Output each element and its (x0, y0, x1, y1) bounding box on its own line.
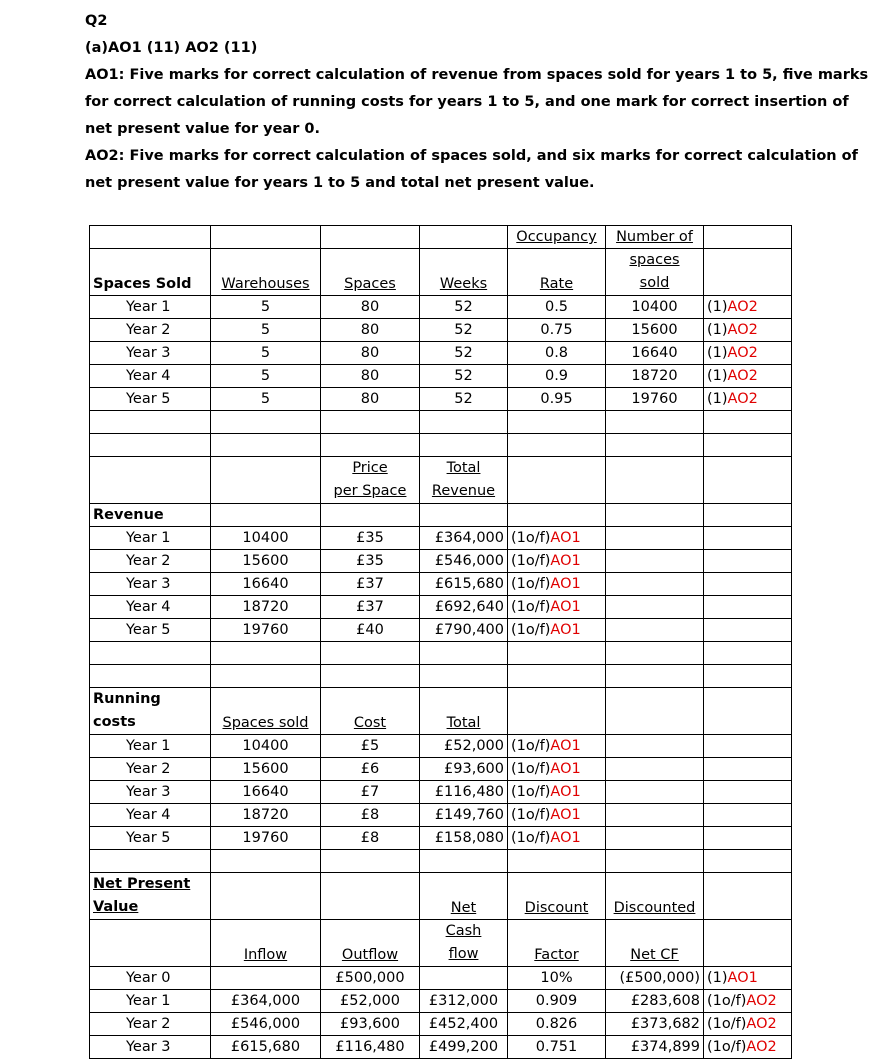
occupancy-header: Occupancy (508, 226, 606, 249)
npv-header-row-1 (90, 873, 792, 920)
discounted-cf-value: £374,899 (606, 1036, 704, 1059)
total-cost-value: £158,080 (420, 827, 508, 850)
rate-value: 0.95 (508, 388, 606, 411)
year-label: Year 1 (90, 735, 211, 758)
spaces-header: Spaces (321, 249, 420, 296)
total-cost-value: £52,000 (420, 735, 508, 758)
year-label: Year 1 (90, 990, 211, 1013)
year-label: Year 4 (90, 365, 211, 388)
spaces-header-row-1 (90, 226, 792, 249)
sold-value: 15600 (606, 319, 704, 342)
revenue-row (90, 527, 792, 550)
sold-value: 10400 (211, 527, 321, 550)
warehouses-header: Warehouses (211, 249, 321, 296)
weeks-value: 52 (420, 365, 508, 388)
sold-value: 18720 (211, 596, 321, 619)
inflow-value: £615,680 (211, 1036, 321, 1059)
running-row (90, 827, 792, 850)
price-header: Price per Space (321, 457, 420, 504)
npv-row (90, 990, 792, 1013)
discount-header: Discount (508, 873, 606, 920)
price-value: £40 (321, 619, 420, 642)
marks-allocation: (a)AO1 (11) AO2 (11) (85, 40, 258, 56)
inflow-value (211, 967, 321, 990)
inflow-value: £364,000 (211, 990, 321, 1013)
mark-annotation: (1o/f)AO1 (508, 804, 606, 827)
year-label: Year 2 (90, 319, 211, 342)
mark-scheme-table (89, 225, 792, 1059)
cost-value: £7 (321, 781, 420, 804)
spaces-row (90, 342, 792, 365)
spaces-header-row-2 (90, 249, 792, 296)
price-value: £35 (321, 550, 420, 573)
year-label: Year 1 (90, 527, 211, 550)
warehouses-value: 5 (211, 319, 321, 342)
mark-annotation: (1o/f)AO1 (508, 573, 606, 596)
mark-annotation: (1)AO2 (704, 319, 792, 342)
weeks-value: 52 (420, 319, 508, 342)
ao2-description: AO2: Five marks for correct calculation of spaces sold, and six marks for correct calculation of net present value for years 1 to 5 and total net present value. (85, 148, 858, 191)
discount-factor-value: 10% (508, 967, 606, 990)
weeks-value: 52 (420, 388, 508, 411)
ao1-description: AO1: Five marks for correct calculation of revenue from spaces sold for years 1 to 5, five marks for correct calculation of running costs for years 1 to 5, and one mark for correct insertion of net present value for year 0. (85, 67, 869, 137)
year-label: Year 5 (90, 619, 211, 642)
sold-value: 16640 (606, 342, 704, 365)
discounted-header: Discounted (606, 873, 704, 920)
sold-value: 10400 (606, 296, 704, 319)
price-value: £37 (321, 596, 420, 619)
total-revenue-value: £692,640 (420, 596, 508, 619)
revenue-title-row (90, 504, 792, 527)
cost-value: £8 (321, 827, 420, 850)
mark-annotation: (1o/f)AO2 (704, 990, 792, 1013)
net-cash-flow-value: £452,400 (420, 1013, 508, 1036)
question-header (85, 8, 875, 197)
npv-row (90, 967, 792, 990)
price-value: £37 (321, 573, 420, 596)
sold-value: 19760 (606, 388, 704, 411)
net-cash-flow-value (420, 967, 508, 990)
outflow-value: £500,000 (321, 967, 420, 990)
year-label: Year 2 (90, 758, 211, 781)
sold-value: 15600 (211, 758, 321, 781)
outflow-value: £93,600 (321, 1013, 420, 1036)
cost-value: £5 (321, 735, 420, 758)
rate-value: 0.9 (508, 365, 606, 388)
sold-value: 10400 (211, 735, 321, 758)
sold-value: 16640 (211, 781, 321, 804)
warehouses-value: 5 (211, 296, 321, 319)
total-revenue-header: Total Revenue (420, 457, 508, 504)
mark-annotation: (1)AO2 (704, 342, 792, 365)
revenue-row (90, 596, 792, 619)
mark-annotation: (1)AO2 (704, 296, 792, 319)
total-revenue-value: £364,000 (420, 527, 508, 550)
year-label: Year 5 (90, 388, 211, 411)
revenue-row (90, 550, 792, 573)
npv-section-title: Net Present Value (90, 873, 211, 920)
spaces-row (90, 388, 792, 411)
mark-annotation: (1)AO1 (704, 967, 792, 990)
mark-annotation: (1o/f)AO1 (508, 735, 606, 758)
net-cash-flow-value: £312,000 (420, 990, 508, 1013)
warehouses-value: 5 (211, 388, 321, 411)
total-revenue-value: £790,400 (420, 619, 508, 642)
year-label: Year 3 (90, 781, 211, 804)
total-cost-value: £93,600 (420, 758, 508, 781)
npv-row (90, 1036, 792, 1059)
running-row (90, 781, 792, 804)
rate-value: 0.5 (508, 296, 606, 319)
year-label: Year 3 (90, 573, 211, 596)
sold-value: 16640 (211, 573, 321, 596)
year-label: Year 4 (90, 804, 211, 827)
warehouses-value: 5 (211, 365, 321, 388)
spaces-sold-section-title: Spaces Sold (90, 249, 211, 296)
spaces-value: 80 (321, 365, 420, 388)
total-cost-value: £116,480 (420, 781, 508, 804)
total-cost-header: Total (420, 688, 508, 735)
running-row (90, 758, 792, 781)
warehouses-value: 5 (211, 342, 321, 365)
year-label: Year 2 (90, 1013, 211, 1036)
sold-value: 19760 (211, 827, 321, 850)
discount-factor-value: 0.909 (508, 990, 606, 1013)
mark-annotation: (1)AO2 (704, 365, 792, 388)
weeks-value: 52 (420, 342, 508, 365)
year-label: Year 5 (90, 827, 211, 850)
rate-value: 0.75 (508, 319, 606, 342)
discounted-cf-value: £373,682 (606, 1013, 704, 1036)
net-cash-flow-value: £499,200 (420, 1036, 508, 1059)
year-label: Year 3 (90, 1036, 211, 1059)
spaces-row (90, 365, 792, 388)
question-number: Q2 (85, 13, 108, 29)
spaces-sold-header: spaces sold (606, 249, 704, 296)
outflow-value: £116,480 (321, 1036, 420, 1059)
sold-value: 19760 (211, 619, 321, 642)
sold-value: 15600 (211, 550, 321, 573)
discounted-cf-value: (£500,000) (606, 967, 704, 990)
factor-header: Factor (508, 920, 606, 967)
spaces-value: 80 (321, 342, 420, 365)
mark-annotation: (1o/f)AO2 (704, 1036, 792, 1059)
discount-factor-value: 0.751 (508, 1036, 606, 1059)
mark-annotation: (1o/f)AO1 (508, 758, 606, 781)
revenue-header-row (90, 457, 792, 504)
mark-annotation: (1)AO2 (704, 388, 792, 411)
spaces-value: 80 (321, 319, 420, 342)
revenue-row (90, 573, 792, 596)
running-header-row (90, 688, 792, 735)
rate-value: 0.8 (508, 342, 606, 365)
net-header: Net (420, 873, 508, 920)
spaces-row (90, 296, 792, 319)
weeks-value: 52 (420, 296, 508, 319)
inflow-header: Inflow (211, 920, 321, 967)
total-revenue-value: £546,000 (420, 550, 508, 573)
weeks-header: Weeks (420, 249, 508, 296)
year-label: Year 3 (90, 342, 211, 365)
revenue-section-title: Revenue (90, 504, 211, 527)
spaces-value: 80 (321, 388, 420, 411)
total-cost-value: £149,760 (420, 804, 508, 827)
running-row (90, 735, 792, 758)
rate-header: Rate (508, 249, 606, 296)
spaces-value: 80 (321, 296, 420, 319)
npv-header-row-2 (90, 920, 792, 967)
year-label: Year 1 (90, 296, 211, 319)
cost-value: £8 (321, 804, 420, 827)
mark-annotation: (1o/f)AO1 (508, 619, 606, 642)
outflow-header: Outflow (321, 920, 420, 967)
spaces-sold-col-header: Spaces sold (211, 688, 321, 735)
revenue-row (90, 619, 792, 642)
cost-header: Cost (321, 688, 420, 735)
cash-flow-header: Cash flow (420, 920, 508, 967)
npv-row (90, 1013, 792, 1036)
year-label: Year 0 (90, 967, 211, 990)
year-label: Year 2 (90, 550, 211, 573)
sold-value: 18720 (606, 365, 704, 388)
mark-annotation: (1o/f)AO1 (508, 527, 606, 550)
inflow-value: £546,000 (211, 1013, 321, 1036)
running-costs-section-title: Running costs (90, 688, 211, 735)
mark-annotation: (1o/f)AO1 (508, 827, 606, 850)
mark-annotation: (1o/f)AO2 (704, 1013, 792, 1036)
net-cf-header: Net CF (606, 920, 704, 967)
sold-value: 18720 (211, 804, 321, 827)
number-header: Number of (606, 226, 704, 249)
outflow-value: £52,000 (321, 990, 420, 1013)
mark-annotation: (1o/f)AO1 (508, 596, 606, 619)
discounted-cf-value: £283,608 (606, 990, 704, 1013)
running-row (90, 804, 792, 827)
price-value: £35 (321, 527, 420, 550)
year-label: Year 4 (90, 596, 211, 619)
total-revenue-value: £615,680 (420, 573, 508, 596)
spaces-row (90, 319, 792, 342)
cost-value: £6 (321, 758, 420, 781)
discount-factor-value: 0.826 (508, 1013, 606, 1036)
mark-annotation: (1o/f)AO1 (508, 781, 606, 804)
mark-annotation: (1o/f)AO1 (508, 550, 606, 573)
